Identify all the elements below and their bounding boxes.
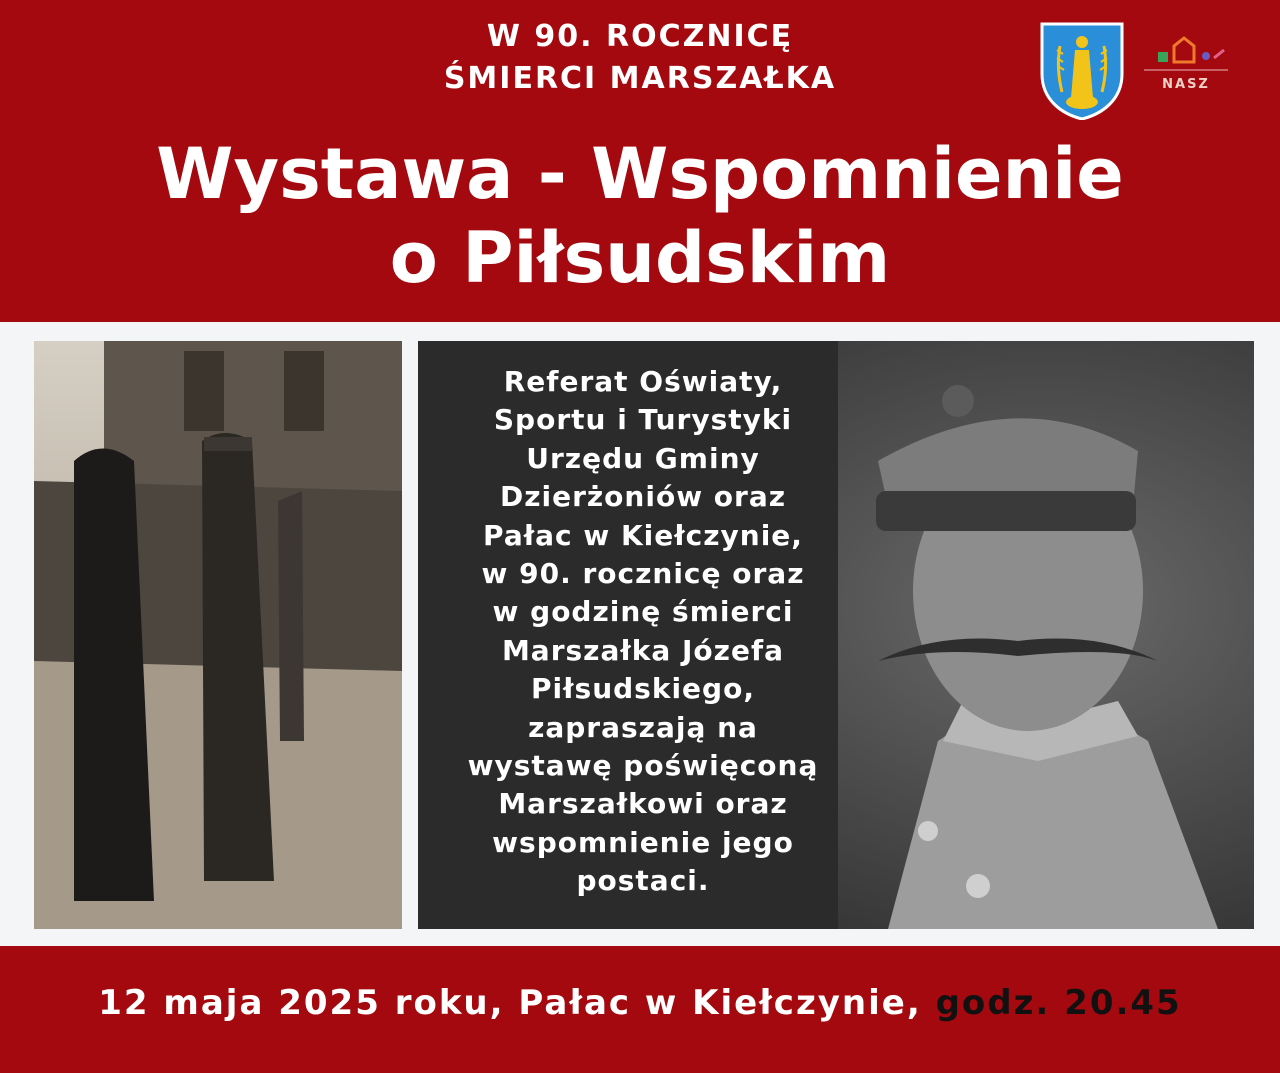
partner-logo-text: NASZ <box>1162 77 1210 92</box>
invitation-text <box>418 363 868 901</box>
body-line: w 90. rocznicę oraz <box>481 557 805 591</box>
title-line-2: o Piłsudskim <box>389 217 891 299</box>
title-line-1: Wystawa - Wspomnienie <box>156 133 1124 215</box>
body-line: Marszałkowi oraz <box>498 787 788 821</box>
body-line: Dzierżoniów oraz <box>499 480 787 514</box>
body-line: zapraszają na <box>528 710 758 744</box>
body-line: postaci. <box>576 864 710 898</box>
body-line: Pałac w Kiełczynie, <box>483 518 803 552</box>
body-line: Referat Oświaty, <box>503 365 783 398</box>
body-line: Piłsudskiego, <box>531 672 755 706</box>
body-line: Urzędu Gminy <box>526 441 760 475</box>
anniversary-kicker <box>380 16 900 100</box>
kicker-line-2: ŚMIERCI MARSZAŁKA <box>443 61 837 96</box>
body-line: Sportu i Turystyki <box>493 403 793 437</box>
historical-funeral-photo <box>34 341 402 929</box>
body-line: w godzinę śmierci <box>492 595 794 629</box>
body-line: wystawę poświęconą <box>467 749 819 783</box>
exhibition-title <box>40 132 1240 300</box>
body-line: wspomnienie jego <box>492 825 794 859</box>
body-line: Marszałka Józefa <box>501 633 785 667</box>
footer-date-place: 12 maja 2025 roku, Pałac w Kiełczynie, <box>98 983 936 1023</box>
coat-of-arms-icon <box>1040 22 1124 120</box>
footer-time: godz. 20.45 <box>935 983 1182 1023</box>
kicker-line-1: W 90. ROCZNICĘ <box>486 19 794 54</box>
event-date-location <box>0 975 1280 1031</box>
partner-logo-icon <box>1140 32 1232 112</box>
